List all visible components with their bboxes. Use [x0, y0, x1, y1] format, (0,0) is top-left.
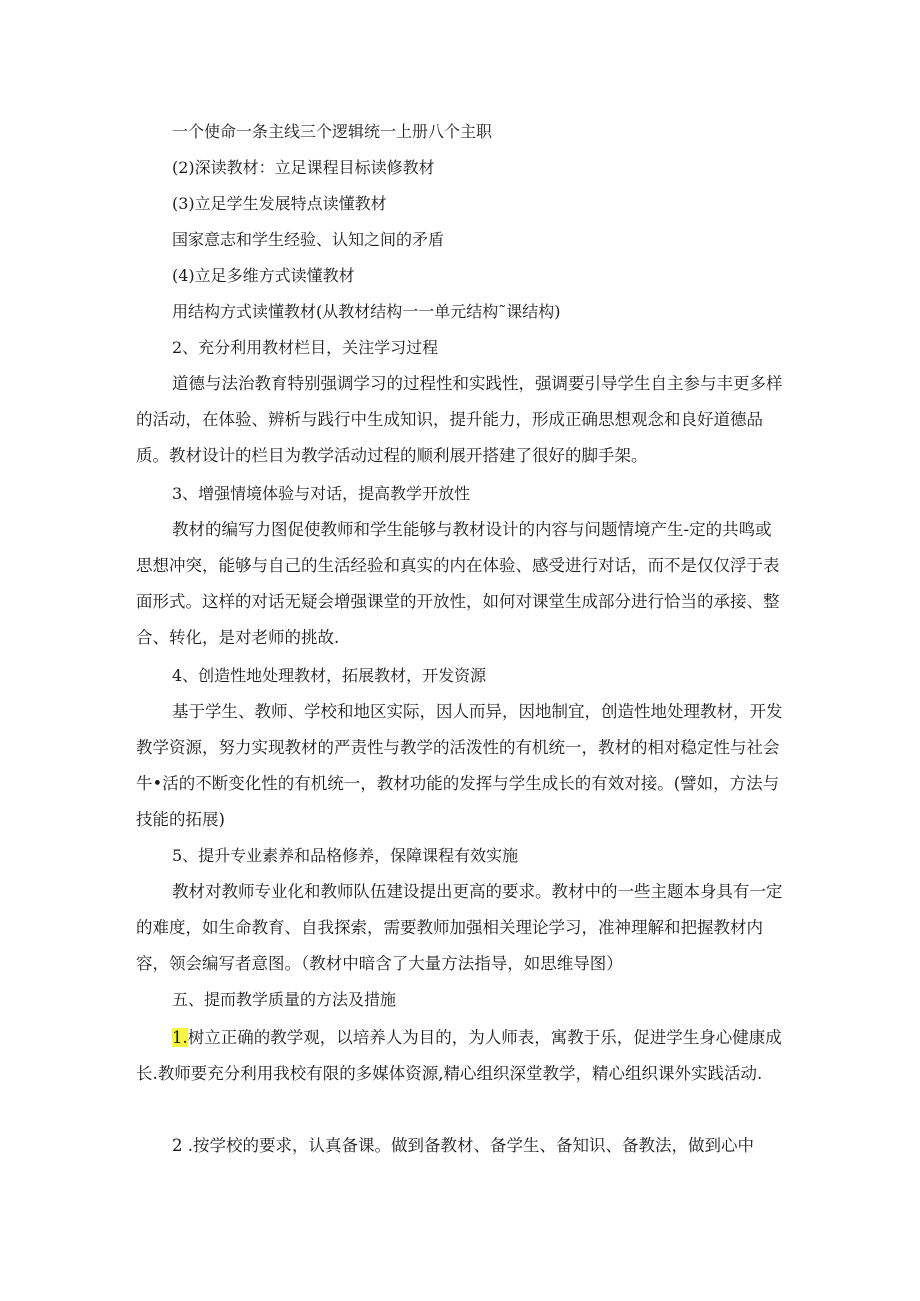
section-heading: 4、创造性地处理教材，拓展教材，开发资源	[172, 666, 487, 685]
section-heading: 2、充分利用教材栏目，关注学习过程	[172, 338, 439, 357]
paragraph: 教材的编写力图促使教师和学生能够与教材设计的内容与问题情境产生-定的共鸣或思想冲突，能够与自己的生活经验和真实的内在体验、感受进行对话，而不是仅仅浮于表面形式。这样的对话无疑会增强课堂的开放性，如何对课堂生成部分进行恰当的承接、整合、转化，是对老师的挑故.	[136, 520, 780, 647]
list-item-text: .按学校的要求，认真备课。做到备教材、备学生、备知识、备教法，做到心中	[182, 1136, 754, 1155]
list-item-text: 树立正确的教学观，以培养人为目的，为人师表，寓教于乐，促进学生身心健康成长.教师要充分利用我校有限的多媒体资源,精心组织深堂教学，精心组织课外实践活动.	[136, 1028, 782, 1083]
list-item-marker: 2	[172, 1136, 183, 1155]
section-heading: 5、提升专业素养和品格修养，保障课程有效实施	[172, 846, 519, 865]
paragraph: 基于学生、教师、学校和地区实际，因人而异，因地制宜，创造性地处理教材，开发教学资源，努力实现教材的严责性与教学的活泼性的有机统一，教材的相对稳定性与社会牛•活的不断变化性的有机统一，教材功能的发挥与学生成长的有效对接。(譬如，方法与技能的拓展)	[136, 702, 783, 829]
paragraph: 教材对教师专业化和教师队伍建设提出更高的要求。教材中的一些主题本身具有一定的难度，如生命教育、自我探索，需要教师加强相关理论学习，准神理解和把握教材内容，领会编写者意图。（教材中暗含了大量方法指导，如思维导图）	[136, 882, 783, 973]
section-heading: 五、提而教学质量的方法及措施	[172, 990, 397, 1009]
paragraph: 道德与法治教育特别强调学习的过程性和实践性，强调要引导学生自主参与丰更多样的活动，在体验、辨析与践行中生成知识，提升能力，形成正确思想观念和良好道德品质。教材设计的栏目为教学活动过程的顺利展开搭建了很好的脚手架。	[136, 374, 783, 465]
text-line: (4)立足多维方式读懂教材	[172, 266, 355, 285]
highlighted-marker: 1.	[172, 1028, 188, 1047]
text-line: 用结构方式读懂教材(从教材结构一一单元结构˜课结构)	[172, 302, 561, 321]
list-item-1	[136, 1020, 784, 1092]
section-heading: 3、增强情境体验与对话，提高教学开放性	[172, 484, 471, 503]
text-line: (2)深读教材：立足课程目标读修教材	[172, 158, 435, 177]
text-line: 一个使命一条主线三个逻辑统一上册八个主职	[172, 122, 493, 141]
list-item-2	[136, 1128, 784, 1164]
text-line: 国家意志和学生经验、认知之间的矛盾	[172, 230, 445, 249]
text-line: (3)立足学生发展特点读懂教材	[172, 194, 387, 213]
